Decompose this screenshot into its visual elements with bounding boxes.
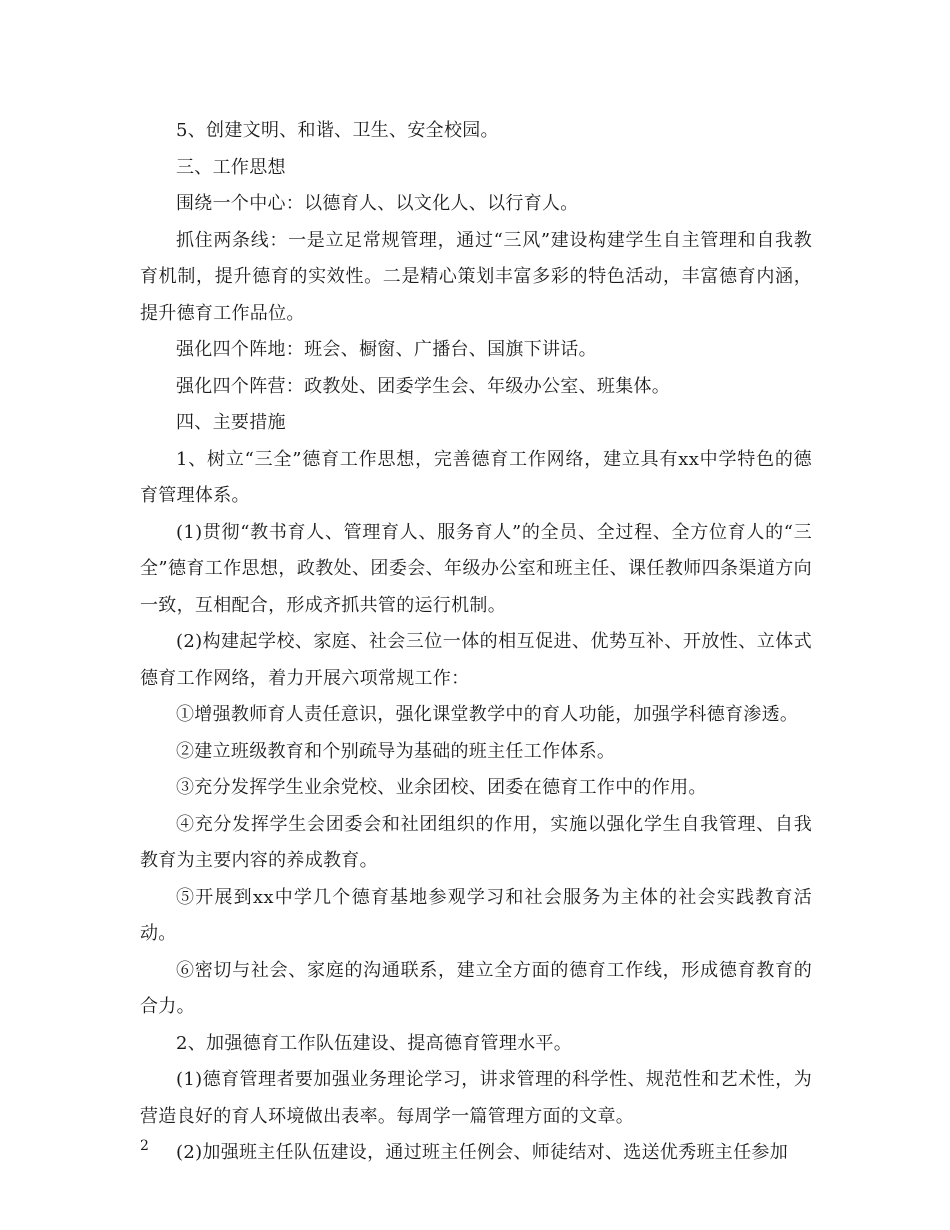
paragraph-measure-2: 2、加强德育工作队伍建设、提高德育管理水平。 — [176, 1032, 573, 1054]
paragraph-task-5: ⑤开展到xx中学几个德育基地参观学习和社会服务为主体的社会实践教育活动。 — [140, 886, 812, 944]
section-heading-main-measures: 四、主要措施 — [176, 412, 286, 433]
section-heading-work-thinking: 三、工作思想 — [176, 156, 286, 178]
paragraph-item-5: 5、创建文明、和谐、卫生、安全校园。 — [176, 120, 499, 141]
paragraph-measure-2-2: (2)加强班主任队伍建设，通过班主任例会、师徒结对、选送优秀班主任参加 — [176, 1142, 788, 1163]
paragraph-measure-1-2: (2)构建起学校、家庭、社会三位一体的相互促进、优势互补、开放性、立体式德育工作网络，着力开展六项常规工作： — [140, 631, 812, 689]
paragraph-measure-1-1: (1)贯彻“教书育人、管理育人、服务育人”的全员、全过程、全方位育人的“三全”德育工作思想，政教处、团委会、年级办公室和班主任、课任教师四条渠道方向一致，互相配合，形成齐抓共管的运行机制。 — [140, 521, 812, 616]
paragraph-one-center: 围绕一个中心：以德育人、以文化人、以行育人。 — [176, 193, 579, 214]
paragraph-two-lines: 抓住两条线：一是立足常规管理，通过“三风”建设构建学生自主管理和自我教育机制，提升德育的实效性。二是精心策划丰富多彩的特色活动，丰富德育内涵，提升德育工作品位。 — [140, 229, 812, 324]
paragraph-measure-2-1: (1)德育管理者要加强业务理论学习，讲求管理的科学性、规范性和艺术性，为营造良好的育人环境做出表率。每周学一篇管理方面的文章。 — [140, 1069, 812, 1127]
paragraph-task-2: ②建立班级教育和个别疏导为基础的班主任工作体系。 — [176, 740, 616, 762]
document-body — [140, 113, 812, 1172]
paragraph-four-camps: 强化四个阵营：政教处、团委学生会、年级办公室、班集体。 — [176, 375, 671, 397]
paragraph-task-3: ③充分发挥学生业余党校、业余团校、团委在德育工作中的作用。 — [176, 777, 707, 798]
paragraph-task-1: ①增强教师育人责任意识，强化课堂教学中的育人功能，加强学科德育渗透。 — [176, 704, 799, 725]
paragraph-measure-1: 1、树立“三全”德育工作思想，完善德育工作网络，建立具有xx中学特色的德育管理体系。 — [140, 448, 812, 506]
paragraph-task-4: ④充分发挥学生会团委会和社团组织的作用，实施以强化学生自我管理、自我教育为主要内容的养成教育。 — [140, 813, 812, 871]
paragraph-four-positions: 强化四个阵地：班会、橱窗、广播台、国旗下讲话。 — [176, 339, 597, 360]
paragraph-task-6: ⑥密切与社会、家庭的沟通联系，建立全方面的德育工作线，形成德育教育的合力。 — [140, 959, 812, 1017]
page-number: 2 — [140, 1138, 149, 1154]
